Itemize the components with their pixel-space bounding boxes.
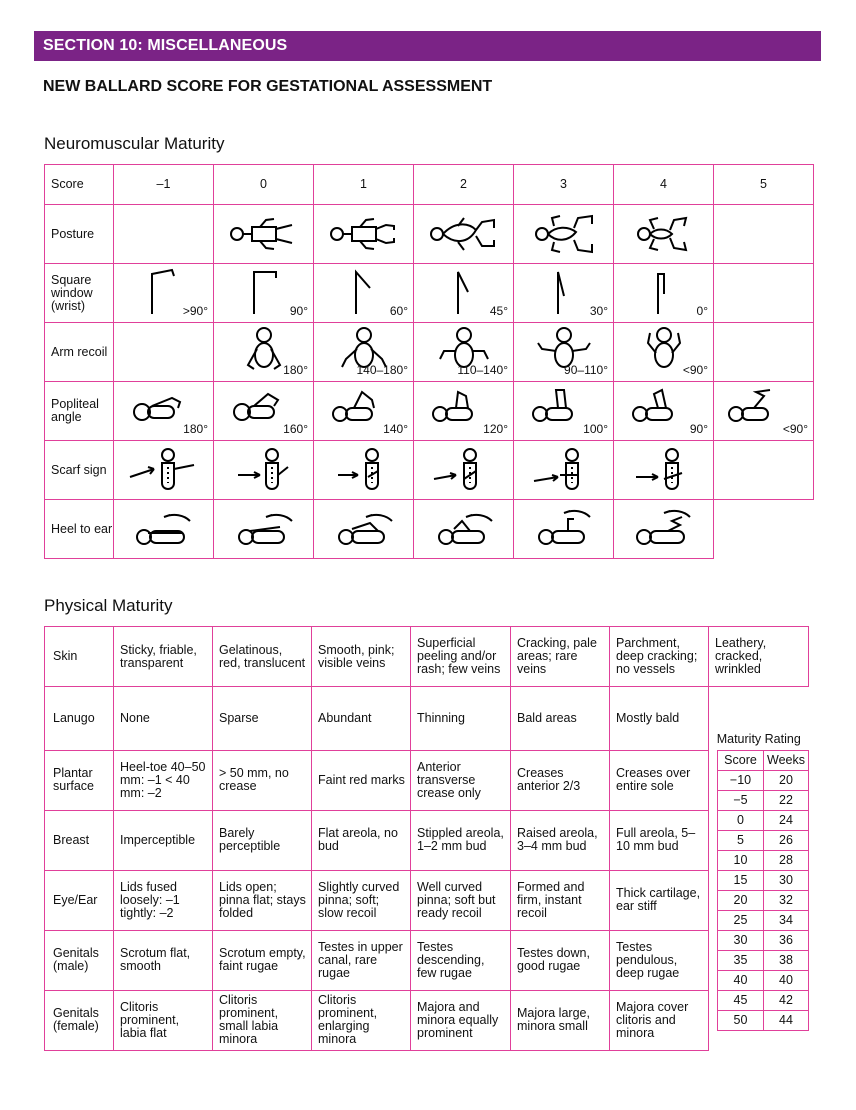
angle-label: 180° — [283, 363, 308, 377]
criteria-cell: Creases anterior 2/3 — [511, 750, 610, 810]
criteria-cell: Clitoris prominent, small labia minora — [213, 990, 312, 1050]
section-label: SECTION 10: MISCELLANEOUS — [43, 37, 288, 54]
criteria-cell: Bald areas — [511, 687, 610, 751]
score-header: 0 — [214, 165, 314, 205]
criteria-cell: Testes down, good rugae — [511, 930, 610, 990]
criteria-cell: Mostly bald — [610, 687, 709, 751]
scarf-cell — [514, 441, 614, 500]
maturity-score: 50 — [718, 1011, 764, 1031]
maturity-row — [718, 931, 809, 951]
arm-recoil-cell — [114, 323, 214, 382]
square-window-row — [45, 264, 814, 323]
criteria-cell: Majora cover clitoris and minora — [610, 990, 709, 1050]
row-label: Popliteal angle — [45, 382, 114, 441]
maturity-score: 0 — [718, 811, 764, 831]
criteria-cell: Lids fused loosely: –1 tightly: –2 — [114, 870, 213, 930]
maturity-row — [718, 811, 809, 831]
posture-row — [45, 205, 814, 264]
maturity-weeks: 32 — [764, 891, 809, 911]
heel-to-ear-cell — [214, 500, 314, 559]
maturity-score: 5 — [718, 831, 764, 851]
criteria-cell: Imperceptible — [114, 810, 213, 870]
maturity-weeks: 44 — [764, 1011, 809, 1031]
score-header: 2 — [414, 165, 514, 205]
row-label: Heel to ear — [45, 500, 114, 559]
angle-label: 110–140° — [457, 363, 508, 377]
criteria-cell: Anterior transverse crease only — [411, 750, 511, 810]
angle-label: 100° — [583, 422, 608, 436]
posture-cell — [514, 205, 614, 264]
criteria-cell: Barely perceptible — [213, 810, 312, 870]
criteria-cell: Raised areola, 3–4 mm bud — [511, 810, 610, 870]
angle-label: 30° — [589, 304, 608, 318]
posture-cell — [114, 205, 214, 264]
maturity-weeks: 28 — [764, 851, 809, 871]
criteria-cell: Parchment, deep cracking; no vessels — [610, 627, 709, 687]
maturity-row — [718, 791, 809, 811]
heel-to-ear-figure-icon — [524, 507, 604, 551]
posture-figure-icon — [524, 214, 604, 254]
criteria-cell: Flat areola, no bud — [312, 810, 411, 870]
criteria-cell: Full areola, 5–10 mm bud — [610, 810, 709, 870]
maturity-rating-title: Maturity Rating — [716, 732, 801, 746]
maturity-weeks: 24 — [764, 811, 809, 831]
scarf-cell — [114, 441, 214, 500]
heel-to-ear-figure-icon — [224, 507, 304, 551]
lanugo-row — [45, 687, 809, 751]
heel-to-ear-cell — [314, 500, 414, 559]
row-label: Plantar surface — [45, 750, 114, 810]
neuromuscular-heading: Neuromuscular Maturity — [44, 134, 225, 153]
row-label: Eye/Ear — [45, 870, 114, 930]
heel-to-ear-cell — [614, 500, 714, 559]
scarf-figure-icon — [624, 445, 704, 495]
maturity-weeks: 26 — [764, 831, 809, 851]
maturity-row — [718, 971, 809, 991]
maturity-row — [718, 891, 809, 911]
physical-maturity-table — [44, 626, 809, 1051]
maturity-row — [718, 871, 809, 891]
heel-to-ear-cell — [414, 500, 514, 559]
popliteal-cell — [314, 382, 414, 441]
heel-to-ear-figure-icon — [424, 507, 504, 551]
criteria-cell: Smooth, pink; visible veins — [312, 627, 411, 687]
angle-label: <90° — [682, 363, 708, 377]
maturity-header: Score — [718, 751, 764, 771]
maturity-weeks: 38 — [764, 951, 809, 971]
row-label: Posture — [45, 205, 114, 264]
arm-recoil-cell — [314, 323, 414, 382]
plantar-row — [45, 750, 809, 810]
posture-cell — [214, 205, 314, 264]
maturity-row — [718, 951, 809, 971]
scarf-figure-icon — [424, 445, 504, 495]
eye-ear-row — [45, 870, 809, 930]
maturity-score: 45 — [718, 991, 764, 1011]
score-header-row — [45, 165, 814, 205]
criteria-cell: Gelatinous, red, translucent — [213, 627, 312, 687]
criteria-cell: Majora large, minora small — [511, 990, 610, 1050]
square-window-cell — [614, 264, 714, 323]
popliteal-cell — [214, 382, 314, 441]
posture-figure-icon — [224, 214, 304, 254]
square-window-cell — [114, 264, 214, 323]
angle-label: 45° — [489, 304, 508, 318]
scarf-cell — [214, 441, 314, 500]
criteria-cell: Abundant — [312, 687, 411, 751]
criteria-cell: Creases over entire sole — [610, 750, 709, 810]
maturity-row — [718, 851, 809, 871]
breast-row — [45, 810, 809, 870]
criteria-cell: Formed and firm, instant recoil — [511, 870, 610, 930]
maturity-rating-table — [717, 750, 809, 1031]
square-window-cell — [414, 264, 514, 323]
criteria-cell: Sparse — [213, 687, 312, 751]
maturity-score: −10 — [718, 771, 764, 791]
criteria-cell: Faint red marks — [312, 750, 411, 810]
posture-cell — [414, 205, 514, 264]
score-header: 5 — [714, 165, 814, 205]
criteria-cell: Testes in upper canal, rare rugae — [312, 930, 411, 990]
maturity-weeks: 20 — [764, 771, 809, 791]
row-label: Genitals (male) — [45, 930, 114, 990]
score-header: 3 — [514, 165, 614, 205]
row-label: Square window (wrist) — [45, 264, 114, 323]
score-header: –1 — [114, 165, 214, 205]
angle-label: 160° — [283, 422, 308, 436]
maturity-score: 25 — [718, 911, 764, 931]
criteria-cell: Sticky, friable, transparent — [114, 627, 213, 687]
neuromuscular-table — [44, 164, 814, 559]
criteria-cell: Scrotum flat, smooth — [114, 930, 213, 990]
score-header: 4 — [614, 165, 714, 205]
angle-label: 90° — [289, 304, 308, 318]
arm-recoil-cell — [614, 323, 714, 382]
popliteal-cell — [514, 382, 614, 441]
scarf-sign-row — [45, 441, 814, 500]
popliteal-cell — [614, 382, 714, 441]
posture-figure-icon — [424, 214, 504, 254]
scarf-cell — [314, 441, 414, 500]
score-label: Score — [45, 165, 114, 205]
popliteal-angle-row — [45, 382, 814, 441]
arm-recoil-cell — [214, 323, 314, 382]
criteria-cell: Lids open; pinna flat; stays folded — [213, 870, 312, 930]
row-label: Skin — [45, 627, 114, 687]
criteria-cell: > 50 mm, no crease — [213, 750, 312, 810]
scarf-cell — [414, 441, 514, 500]
popliteal-cell — [414, 382, 514, 441]
criteria-cell: Thinning — [411, 687, 511, 751]
arm-recoil-row — [45, 323, 814, 382]
heel-to-ear-figure-icon — [624, 507, 704, 551]
criteria-cell: Heel-toe 40–50 mm: –1 < 40 mm: –2 — [114, 750, 213, 810]
angle-label: 0° — [696, 304, 708, 318]
angle-label: 90° — [689, 422, 708, 436]
maturity-score: 15 — [718, 871, 764, 891]
square-window-cell — [714, 264, 814, 323]
angle-label: 140° — [383, 422, 408, 436]
heel-to-ear-figure-icon — [324, 507, 404, 551]
posture-figure-icon — [624, 214, 704, 254]
criteria-cell: Clitoris prominent, enlarging minora — [312, 990, 411, 1050]
criteria-cell: Cracking, pale areas; rare veins — [511, 627, 610, 687]
criteria-cell: Slightly curved pinna; soft; slow recoil — [312, 870, 411, 930]
criteria-cell: Majora and minora equally prominent — [411, 990, 511, 1050]
empty-cell — [714, 500, 814, 559]
maturity-score: 35 — [718, 951, 764, 971]
row-label: Lanugo — [45, 687, 114, 751]
angle-label: 120° — [483, 422, 508, 436]
scarf-cell — [714, 441, 814, 500]
posture-cell — [714, 205, 814, 264]
maturity-row — [718, 1011, 809, 1031]
row-label: Arm recoil — [45, 323, 114, 382]
angle-label: 180° — [183, 422, 208, 436]
row-label: Scarf sign — [45, 441, 114, 500]
row-label: Genitals (female) — [45, 990, 114, 1050]
genitals-male-row — [45, 930, 809, 990]
maturity-header-row — [718, 751, 809, 771]
square-window-cell — [514, 264, 614, 323]
heel-to-ear-figure-icon — [124, 507, 204, 551]
scarf-cell — [614, 441, 714, 500]
genitals-female-row — [45, 990, 809, 1050]
score-header: 1 — [314, 165, 414, 205]
angle-label: 140–180° — [356, 363, 408, 377]
criteria-cell: Well curved pinna; soft but ready recoil — [411, 870, 511, 930]
criteria-cell: Testes pendulous, deep rugae — [610, 930, 709, 990]
criteria-cell: Leathery, cracked, wrinkled — [709, 627, 809, 687]
maturity-row — [718, 911, 809, 931]
criteria-cell: None — [114, 687, 213, 751]
heel-to-ear-cell — [114, 500, 214, 559]
popliteal-cell — [714, 382, 814, 441]
maturity-weeks: 40 — [764, 971, 809, 991]
criteria-cell: Thick cartilage, ear stiff — [610, 870, 709, 930]
criteria-cell: Superficial peeling and/or rash; few veins — [411, 627, 511, 687]
scarf-figure-icon — [524, 445, 604, 495]
criteria-cell: Stippled areola, 1–2 mm bud — [411, 810, 511, 870]
criteria-cell: Scrotum empty, faint rugae — [213, 930, 312, 990]
criteria-cell: Testes descending, few rugae — [411, 930, 511, 990]
heel-to-ear-row — [45, 500, 814, 559]
physical-heading: Physical Maturity — [44, 596, 173, 615]
maturity-row — [718, 771, 809, 791]
square-window-cell — [314, 264, 414, 323]
heel-to-ear-cell — [514, 500, 614, 559]
maturity-row — [718, 831, 809, 851]
row-label: Breast — [45, 810, 114, 870]
maturity-weeks: 34 — [764, 911, 809, 931]
posture-figure-icon — [324, 214, 404, 254]
maturity-row — [718, 991, 809, 1011]
skin-row — [45, 627, 809, 687]
maturity-weeks: 36 — [764, 931, 809, 951]
posture-cell — [614, 205, 714, 264]
section-header-bar — [34, 31, 821, 61]
maturity-score: −5 — [718, 791, 764, 811]
maturity-header: Weeks — [764, 751, 809, 771]
angle-label: 90–110° — [564, 363, 608, 377]
maturity-weeks: 42 — [764, 991, 809, 1011]
square-window-cell — [214, 264, 314, 323]
arm-recoil-cell — [514, 323, 614, 382]
angle-label: 60° — [389, 304, 408, 318]
popliteal-cell — [114, 382, 214, 441]
maturity-score: 30 — [718, 931, 764, 951]
maturity-score: 10 — [718, 851, 764, 871]
scarf-figure-icon — [124, 445, 204, 495]
posture-cell — [314, 205, 414, 264]
scarf-figure-icon — [324, 445, 404, 495]
arm-recoil-cell — [414, 323, 514, 382]
scarf-figure-icon — [224, 445, 304, 495]
maturity-score: 20 — [718, 891, 764, 911]
arm-recoil-cell — [714, 323, 814, 382]
maturity-weeks: 30 — [764, 871, 809, 891]
document-title: NEW BALLARD SCORE FOR GESTATIONAL ASSESSMENT — [43, 78, 493, 95]
angle-label: <90° — [782, 422, 808, 436]
maturity-weeks: 22 — [764, 791, 809, 811]
criteria-cell: Clitoris prominent, labia flat — [114, 990, 213, 1050]
maturity-score: 40 — [718, 971, 764, 991]
angle-label: >90° — [182, 304, 208, 318]
